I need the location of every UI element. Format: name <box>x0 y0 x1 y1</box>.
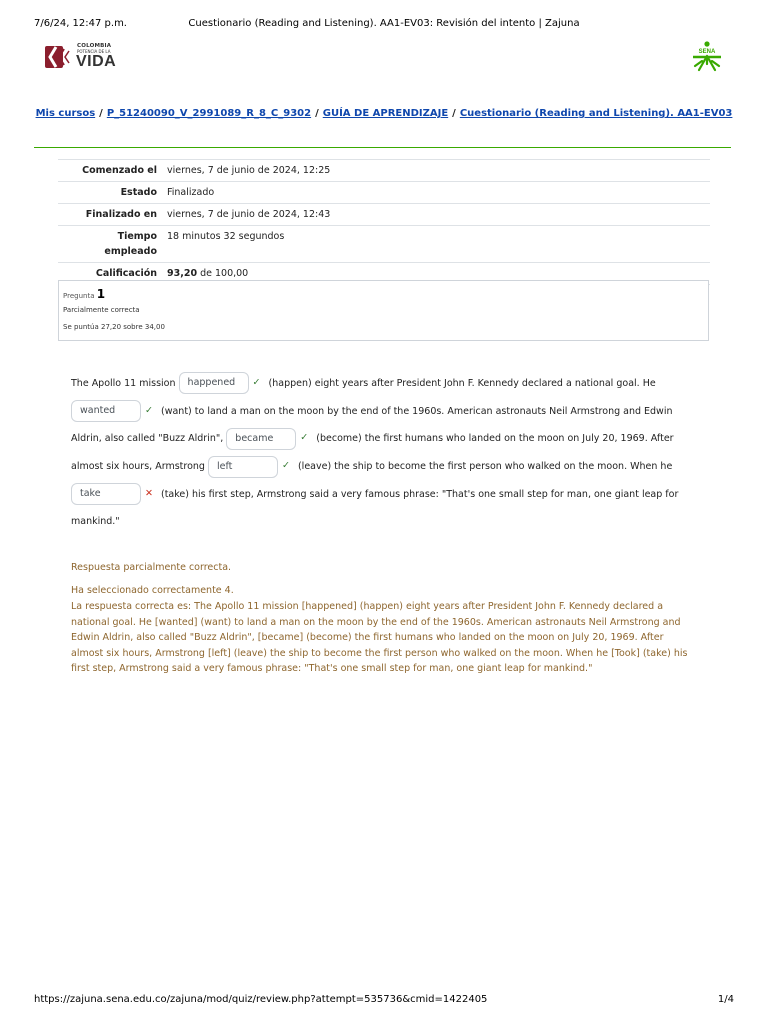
sena-logo-text: SENA <box>698 49 716 55</box>
sena-logo-icon <box>690 40 724 74</box>
feedback-correct-answer: La respuesta correcta es: The Apollo 11 mission [happened] (happen) eight years after President John F. Kennedy declared a national goal. He [wanted] (want) to land a man on the moon by the end of the 1960s. American astronauts Neil Armstrong and Edwin Aldrin, also called "Buzz Aldrin", [became] (become) the first humans who landed on the moon on July 20, 1969. After almost six hours, Armstrong [left] (leave) the ship to become the first person who walked on the moon. When he [Took] (take) his first step, Armstrong said a very famous phrase: "That's one small step for man, one giant leap for mankind." <box>71 601 688 674</box>
summary-key: Estado <box>58 182 162 204</box>
logo-line-1: COLOMBIA <box>77 43 112 49</box>
answer-gap-1[interactable]: happened <box>179 372 249 394</box>
question-text-segment: (happen) eight years after President John F. Kennedy declared a national goal. He <box>268 377 656 389</box>
colombia-potencia-de-la-vida-logo <box>44 43 164 73</box>
breadcrumb-separator: / <box>452 108 456 119</box>
print-date: 7/6/24, 12:47 p.m. <box>34 18 127 29</box>
question-text-segment: The Apollo 11 mission <box>71 377 176 389</box>
breadcrumb-course[interactable]: P_51240090_V_2991089_R_8_C_9302 <box>106 108 312 119</box>
question-info-box <box>58 280 709 341</box>
question-grade: Se puntúa 27,20 sobre 34,00 <box>63 323 165 331</box>
incorrect-cross-icon: ✕ <box>145 487 153 499</box>
attempt-summary-table <box>58 159 710 285</box>
summary-key: Tiempo empleado <box>58 226 162 263</box>
breadcrumb-separator: / <box>99 108 103 119</box>
breadcrumb-separator: / <box>315 108 319 119</box>
question-text-segment: (leave) the ship to become the first person who walked on the moon. When he <box>297 461 673 473</box>
summary-value: viernes, 7 de junio de 2024, 12:25 <box>162 160 710 182</box>
summary-value: viernes, 7 de junio de 2024, 12:43 <box>162 204 710 226</box>
logo-line-3: VIDA <box>76 53 117 70</box>
summary-key: Calificación <box>58 263 162 285</box>
question-text-segment: (want) to land a man on the moon by the end of the 1960s. American astronauts Neil Armstrong and Edwin Aldrin, also called "Buzz Aldrin", <box>71 405 673 445</box>
question-feedback <box>71 561 691 677</box>
print-title: Cuestionario (Reading and Listening). AA1-EV03: Revisión del intento | Zajuna <box>188 18 580 29</box>
breadcrumb-mis-cursos[interactable]: Mis cursos <box>35 108 96 119</box>
question-state: Parcialmente correcta <box>63 306 140 314</box>
answer-gap-2[interactable]: wanted <box>71 400 141 422</box>
question-label: Pregunta <box>63 292 95 300</box>
summary-row-time <box>58 226 710 263</box>
answer-gap-5[interactable]: take <box>71 483 141 505</box>
question-number <box>63 287 704 301</box>
question-text-segment: (take) his first step, Armstrong said a very famous phrase: "That's one small step for man, one giant leap for mankind." <box>71 488 679 527</box>
summary-row-started <box>58 160 710 182</box>
sena-logo <box>690 40 724 74</box>
question-number-value: 1 <box>96 287 106 301</box>
correct-check-icon: ✓ <box>300 432 309 444</box>
question-text <box>71 370 701 535</box>
breadcrumb <box>0 108 768 119</box>
print-page-count: 1/4 <box>717 994 734 1005</box>
grade-total: de 100,00 <box>197 268 249 279</box>
summary-key: Finalizado en <box>58 204 162 226</box>
feedback-selected: Ha seleccionado correctamente 4. <box>71 585 234 596</box>
summary-row-state <box>58 182 710 204</box>
correct-check-icon: ✓ <box>281 460 290 472</box>
summary-value: 18 minutos 32 segundos <box>162 226 710 263</box>
answer-gap-3[interactable]: became <box>226 428 296 450</box>
breadcrumb-guia[interactable]: GUÍA DE APRENDIZAJE <box>322 108 449 119</box>
summary-key: Comenzado el <box>58 160 162 182</box>
summary-value: Finalizado <box>162 182 710 204</box>
correct-check-icon: ✓ <box>252 377 261 388</box>
grade-value: 93,20 <box>167 268 198 279</box>
logo-line-2: POTENCIA DE LA <box>77 49 111 54</box>
breadcrumb-quiz[interactable]: Cuestionario (Reading and Listening). AA1-EV03 <box>459 108 733 119</box>
print-url: https://zajuna.sena.edu.co/zajuna/mod/quiz/review.php?attempt=535736&cmid=1422405 <box>34 994 488 1005</box>
colombia-logo-icon <box>44 43 74 71</box>
question-text-segment: (become) the first humans who landed on the moon on July 20, 1969. After almost six hours, Armstrong <box>71 433 674 473</box>
feedback-state: Respuesta parcialmente correcta. <box>71 562 232 573</box>
summary-row-finished <box>58 204 710 226</box>
header-divider <box>34 147 731 148</box>
answer-gap-4[interactable]: left <box>208 456 278 478</box>
correct-check-icon: ✓ <box>145 404 153 416</box>
